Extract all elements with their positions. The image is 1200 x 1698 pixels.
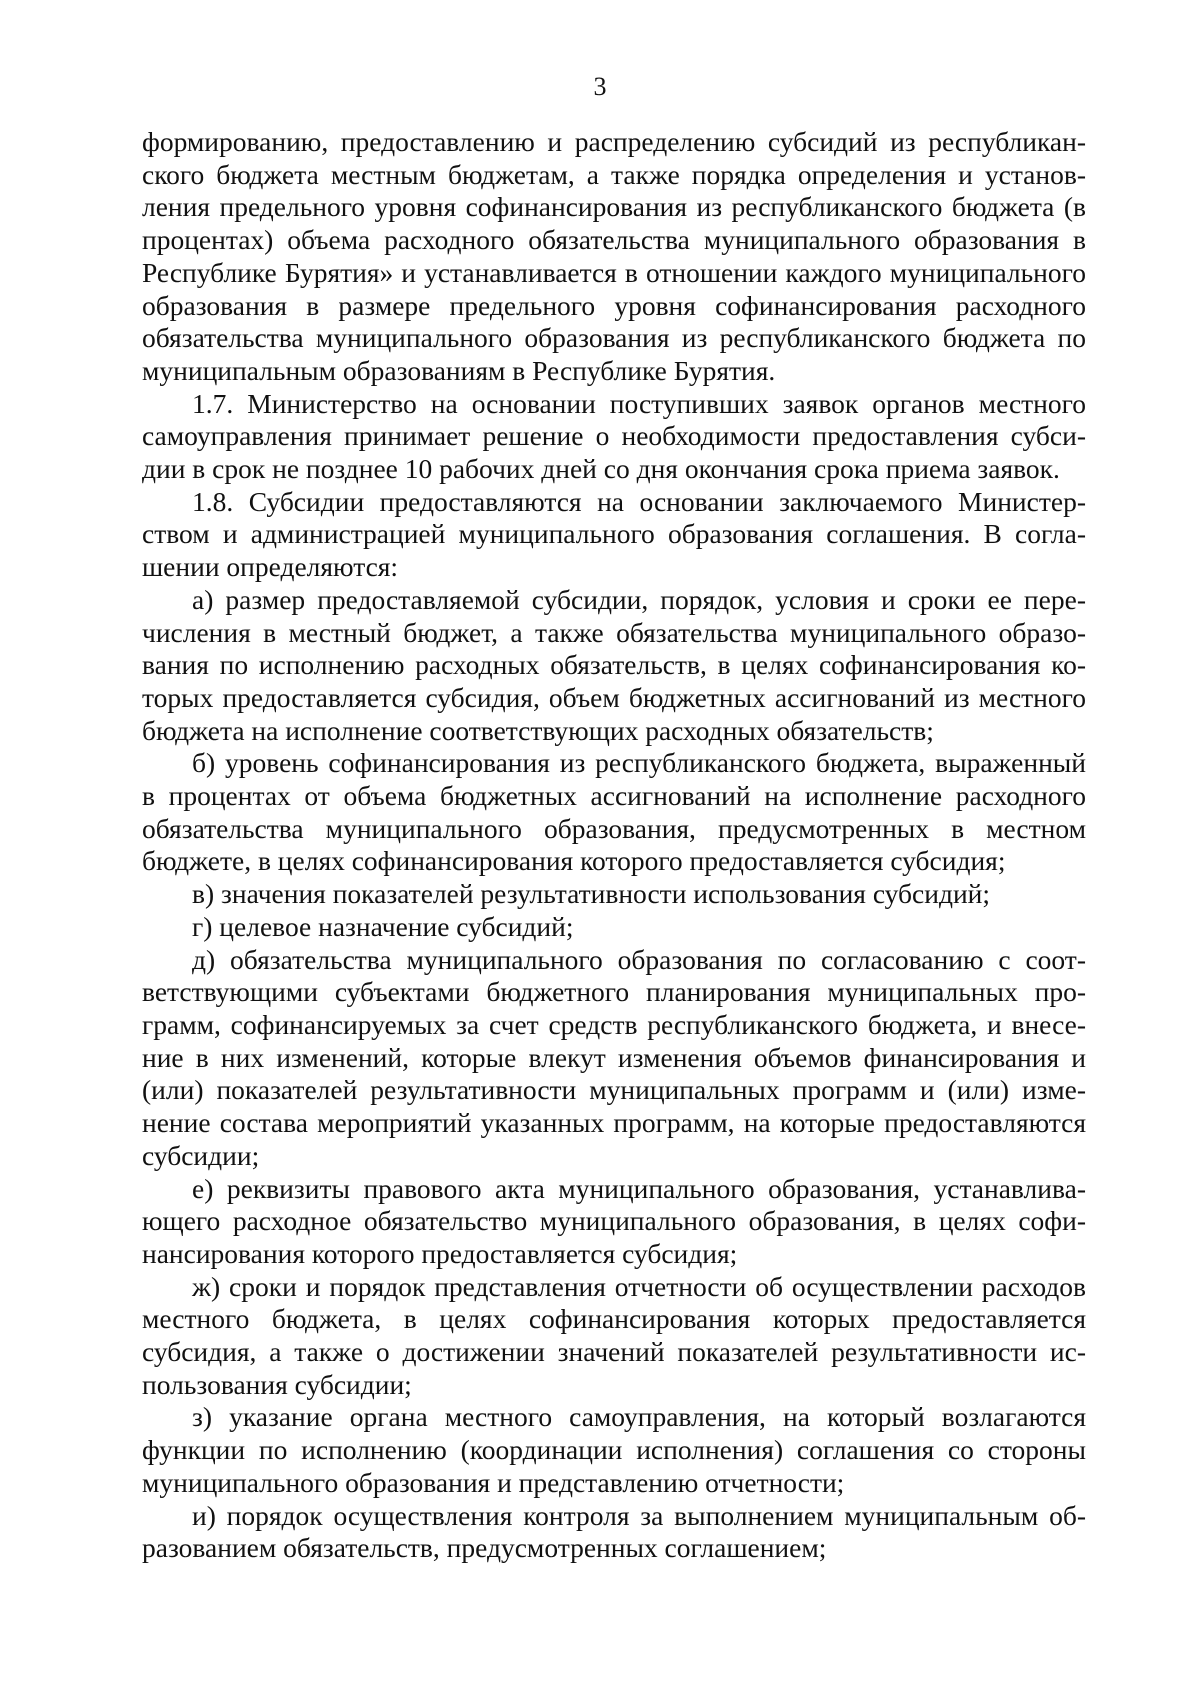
- list-item-z: з) указание органа местного самоуправления, на который возлагаются функции по исполнению (координации исполнения) соглашения со стороны муниципального образования и представлению отчетности;: [142, 1401, 1086, 1498]
- paragraph-continuation: формированию, предоставлению и распределению субсидий из республиканского бюджета местным бюджетам, а также порядка определения и установления предельного уровня софинансирования из республиканского бюджета (в процентах) объема расходного обязательства муниципального образования в Республике Бурятия» и устанавливается в отношении каждого муниципального образования в размере предельного уровня софинансирования расходного обязательства муниципального образования из республиканского бюджета по муниципальным образованиям в Республике Бурятия.: [142, 126, 1086, 386]
- page-number: 3: [593, 72, 607, 101]
- paragraph-1-7: 1.7. Министерство на основании поступивших заявок органов местного самоуправления принимает решение о необходимости предоставления субсидии в срок не позднее 10 рабочих дней со дня окончания срока приема заявок.: [142, 387, 1086, 485]
- document-body: [142, 126, 1086, 1565]
- list-item-a: а) размер предоставляемой субсидии, порядок, условия и сроки ее перечисления в местный бюджет, а также обязательства муниципального образования по исполнению расходных обязательств, в целях софинансирования которых предоставляется субсидия, объем бюджетных ассигнований из местного бюджета на исполнение соответствующих расходных обязательств;: [142, 583, 1086, 746]
- list-item-e: е) реквизиты правового акта муниципального образования, устанавливающего расходное обязательство муниципального образования, в целях софинансирования которого предоставляется субсидия;: [142, 1172, 1086, 1269]
- list-item-d: д) обязательства муниципального образования по согласованию с соответствующими субъектами бюджетного планирования муниципальных программ, софинансируемых за счет средств республиканского бюджета, и внесение в них изменений, которые влекут изменения объемов финансирования и (или) показателей результативности муниципальных программ и (или) изменение состава мероприятий указанных программ, на которые предоставляются субсидии;: [142, 943, 1086, 1171]
- paragraph-1-8: 1.8. Субсидии предоставляются на основании заключаемого Министерством и администрацией муниципального образования соглашения. В соглашении определяются:: [142, 485, 1086, 583]
- list-item-v: в) значения показателей результативности использования субсидий;: [192, 878, 991, 910]
- list-item-b: б) уровень софинансирования из республиканского бюджета, выраженный в процентах от объема бюджетных ассигнований на исполнение расходного обязательства муниципального образования, предусмотренных в местном бюджете, в целях софинансирования которого предоставляется субсидия;: [142, 747, 1086, 877]
- list-item-i: и) порядок осуществления контроля за выполнением муниципальным образованием обязательств, предусмотренных соглашением;: [142, 1499, 1086, 1564]
- list-item-g: г) целевое назначение субсидий;: [192, 910, 574, 942]
- list-item-zh: ж) сроки и порядок представления отчетности об осуществлении расходов местного бюджета, в целях софинансирования которых предоставляется субсидия, а также о достижении значений показателей результативности использования субсидии;: [142, 1270, 1086, 1400]
